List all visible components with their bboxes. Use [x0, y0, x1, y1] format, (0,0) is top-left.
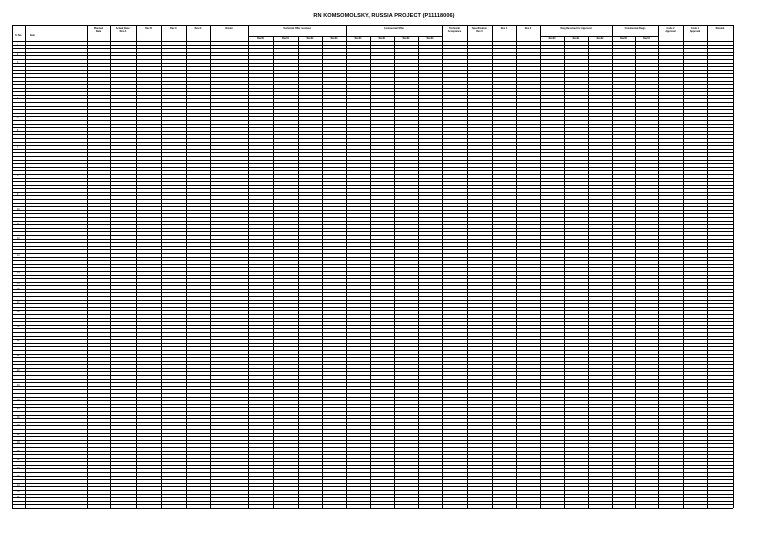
grid-hline	[12, 195, 733, 196]
column-header-code1: Code 1 Approval	[689, 27, 701, 33]
row-number: 31	[17, 459, 20, 462]
subheader-comm_offer-1: Rev01	[378, 37, 386, 40]
column-header-spec: Specification Rev 0	[472, 27, 487, 33]
grid-hline	[12, 476, 733, 477]
grid-hline	[12, 249, 733, 250]
row-number: 27	[17, 425, 20, 428]
grid-hline	[12, 371, 733, 372]
subheader-dwg-1: Rev01	[572, 37, 580, 40]
grid-hline	[12, 400, 733, 401]
grid-hline	[12, 361, 733, 362]
grid-hline	[12, 41, 733, 42]
grid-hline	[12, 84, 733, 85]
row-number: 6	[17, 130, 19, 133]
grid-hline	[12, 339, 733, 343]
grid-hline	[12, 156, 733, 157]
grid-hline	[12, 321, 733, 322]
grid-hline	[12, 472, 733, 473]
grid-hline	[12, 206, 733, 207]
grid-hline	[12, 48, 733, 49]
column-header-remark: Remark	[715, 27, 725, 30]
grid-hline	[12, 433, 733, 437]
subheader-comm_offer-0: Rev00	[354, 37, 362, 40]
grid-hline	[12, 145, 733, 146]
grid-hline	[12, 325, 733, 329]
row-number: 32	[17, 467, 20, 470]
row-number: 14	[17, 272, 20, 275]
grid-hline	[12, 127, 733, 128]
row-number: 36	[17, 497, 20, 500]
column-header-revd: Rev D	[194, 27, 202, 30]
grid-hline	[12, 239, 733, 240]
row-number: 19	[17, 325, 20, 328]
grid-hline	[12, 278, 733, 279]
grid-hline	[12, 368, 733, 369]
row-number: 1	[17, 45, 19, 48]
row-number: 22	[17, 370, 20, 373]
grid-hline	[12, 404, 733, 405]
grid-hline	[12, 81, 733, 82]
grid-hline	[12, 25, 733, 26]
grid-hline	[12, 163, 733, 164]
grid-hline	[12, 454, 733, 455]
grid-hline	[12, 350, 733, 351]
grid-hline	[12, 486, 733, 487]
grid-hline	[12, 429, 733, 430]
grid-hline	[12, 336, 733, 337]
grid-hline	[12, 188, 733, 189]
grid-hline	[12, 393, 733, 394]
grid-hline	[12, 494, 733, 495]
row-number: 16	[17, 289, 20, 292]
grid-hline	[12, 332, 733, 333]
grid-hline	[12, 479, 733, 480]
column-header-actual: Actual Date / Rev A	[115, 27, 131, 33]
grid-hline	[12, 497, 733, 498]
grid-hline	[12, 167, 733, 168]
row-number: 28	[17, 433, 20, 436]
grid-hline	[12, 55, 733, 56]
grid-hline	[12, 160, 733, 161]
row-number: 25	[17, 408, 20, 411]
grid-hline	[12, 228, 733, 229]
grid-hline	[12, 120, 733, 121]
grid-hline	[12, 458, 733, 462]
column-header-comm_dwgs: Commented Dwgs	[624, 27, 646, 30]
grid-hline	[12, 88, 733, 89]
column-header-planned: Planned Date	[93, 27, 104, 33]
grid-hline	[12, 260, 733, 261]
grid-hline	[12, 433, 733, 434]
subheader-tech_offer-0: Rev00	[257, 37, 264, 40]
grid-hline	[12, 134, 733, 135]
column-header-rev1: Rev 1	[500, 27, 508, 30]
grid-hline	[12, 303, 733, 304]
grid-hline	[12, 310, 733, 311]
subheader-comm_dwgs-1: Rev01	[643, 37, 650, 40]
grid-hline	[12, 73, 733, 74]
grid-hline	[12, 504, 733, 505]
grid-hline	[12, 346, 733, 347]
column-header-rev2: Rev 2	[524, 27, 532, 30]
grid-hline	[12, 411, 733, 412]
grid-hline	[12, 77, 733, 78]
subheader-tech_offer-1: Rev01	[282, 37, 289, 40]
grid-hline	[12, 354, 733, 358]
column-header-sno: S. No.	[15, 34, 22, 37]
grid-hline	[12, 357, 733, 358]
sheet-title: RN KOMSOMOLSKY, RUSSIA PROJECT (P11118006)	[313, 13, 455, 19]
grid-vline	[635, 36, 636, 508]
row-number: 4	[17, 98, 19, 101]
grid-hline	[12, 91, 733, 92]
grid-hline	[12, 124, 733, 125]
grid-hline	[12, 210, 733, 211]
grid-hline	[12, 490, 733, 494]
column-header-revc: Rev C	[170, 27, 177, 30]
grid-hline	[12, 170, 733, 171]
grid-hline	[12, 282, 733, 286]
subheader-dwg-2: Rev02	[596, 37, 604, 40]
grid-hline	[12, 267, 733, 268]
grid-hline	[12, 418, 733, 419]
grid-hline	[12, 138, 733, 139]
row-number: 33	[17, 476, 20, 479]
grid-hline	[12, 296, 733, 297]
grid-hline	[12, 149, 733, 150]
tracking-grid	[12, 25, 733, 508]
column-header-tech_offer: Technical Offer received	[283, 27, 311, 30]
grid-vline	[273, 36, 274, 508]
grid-vline	[418, 36, 419, 508]
row-number: 23	[17, 384, 20, 387]
grid-hline	[12, 318, 733, 319]
grid-hline	[12, 116, 733, 120]
grid-hline	[12, 300, 733, 301]
row-number: 11	[17, 223, 20, 226]
grid-vline	[564, 36, 565, 508]
column-header-comm_offer: Commercial Offer	[383, 27, 405, 30]
row-number: 8	[17, 174, 19, 177]
grid-hline	[12, 264, 733, 265]
grid-hline	[12, 343, 733, 344]
grid-hline	[12, 217, 733, 218]
column-header-dwg: Dwg Received for Approval	[560, 27, 592, 30]
grid-hline	[12, 199, 733, 200]
grid-hline	[12, 382, 733, 383]
grid-hline	[12, 422, 733, 423]
grid-hline	[12, 142, 733, 143]
grid-hline	[12, 407, 733, 411]
grid-hline	[12, 307, 733, 308]
grid-hline	[12, 501, 733, 502]
row-number: 2	[17, 53, 19, 56]
row-number: 10	[17, 208, 20, 211]
grid-hline	[12, 386, 733, 387]
grid-hline	[12, 415, 733, 416]
grid-hline	[12, 131, 733, 132]
grid-hline	[12, 213, 733, 214]
grid-hline	[12, 203, 733, 204]
grid-hline	[12, 98, 733, 99]
grid-hline	[12, 185, 733, 186]
grid-hline	[12, 257, 733, 258]
row-number: 3	[17, 62, 19, 65]
grid-hline	[12, 271, 733, 275]
row-number: 9	[17, 193, 19, 196]
row-number: 26	[17, 416, 20, 419]
grid-hline	[12, 231, 733, 232]
row-number: 17	[17, 302, 20, 305]
row-number: 13	[17, 255, 20, 258]
grid-hline	[12, 389, 733, 390]
grid-hline	[12, 508, 733, 509]
grid-hline	[12, 45, 733, 46]
row-number: 5	[17, 117, 19, 120]
grid-hline	[12, 440, 733, 441]
grid-hline	[12, 102, 733, 103]
grid-hline	[12, 246, 733, 247]
grid-hline	[12, 95, 733, 96]
grid-vline	[733, 25, 734, 508]
grid-hline	[12, 192, 733, 193]
row-number: 21	[17, 355, 20, 358]
subheader-comm_offer-2: Rev02	[402, 37, 410, 40]
grid-vline	[298, 36, 299, 508]
grid-hline	[12, 285, 733, 286]
row-number: 34	[17, 484, 20, 487]
grid-hline	[12, 181, 733, 182]
column-header-item: Item	[30, 34, 35, 37]
row-number: 24	[17, 399, 20, 402]
grid-hline	[12, 66, 733, 67]
grid-hline	[12, 235, 733, 236]
grid-hline	[12, 106, 733, 107]
grid-hline	[12, 152, 733, 153]
row-number: 15	[17, 283, 20, 286]
grid-hline	[12, 397, 733, 398]
row-number: 35	[17, 491, 20, 494]
grid-hline	[12, 253, 733, 254]
grid-hline	[12, 461, 733, 462]
column-header-vendor: Vendor	[224, 27, 234, 30]
row-number: 12	[17, 238, 20, 241]
row-number: 18	[17, 310, 20, 313]
grid-hline	[12, 113, 733, 114]
row-number: 30	[17, 450, 20, 453]
column-header-revb: Rev B	[145, 27, 152, 30]
grid-vline	[394, 36, 395, 508]
subheader-comm_offer-3: Rev03	[426, 37, 434, 40]
grid-hline	[612, 36, 658, 37]
column-header-tech_accept: Technical Acceptance	[447, 27, 462, 33]
subheader-dwg-0: Rev00	[548, 37, 556, 40]
grid-hline	[12, 63, 733, 64]
grid-vline	[322, 36, 323, 508]
subheader-tech_offer-2: Rev02	[306, 37, 314, 40]
subheader-comm_dwgs-0: Rev00	[620, 37, 627, 40]
grid-hline	[12, 483, 733, 484]
grid-hline	[12, 224, 733, 225]
grid-vline	[588, 36, 589, 508]
grid-hline	[12, 364, 733, 365]
grid-hline	[12, 221, 733, 222]
grid-hline	[12, 375, 733, 376]
grid-hline	[12, 289, 733, 290]
grid-hline	[12, 70, 733, 71]
grid-hline	[12, 468, 733, 469]
row-number: 7	[17, 147, 19, 150]
row-number: 20	[17, 340, 20, 343]
row-number: 29	[17, 442, 20, 445]
grid-hline	[12, 425, 733, 426]
grid-hline	[12, 314, 733, 315]
grid-hline	[12, 59, 733, 60]
grid-hline	[12, 379, 733, 380]
grid-hline	[12, 447, 733, 448]
subheader-tech_offer-3: Rev03	[330, 37, 338, 40]
grid-hline	[12, 325, 733, 326]
grid-hline	[12, 178, 733, 179]
grid-hline	[12, 451, 733, 452]
column-header-code2: Code 2 Approval	[665, 27, 676, 33]
grid-hline	[12, 174, 733, 175]
grid-hline	[12, 109, 733, 110]
grid-vline	[370, 36, 371, 508]
grid-hline	[12, 443, 733, 444]
grid-hline	[12, 275, 733, 276]
grid-hline	[12, 465, 733, 466]
grid-hline	[12, 242, 733, 243]
grid-hline	[12, 52, 733, 53]
grid-hline	[12, 292, 733, 293]
